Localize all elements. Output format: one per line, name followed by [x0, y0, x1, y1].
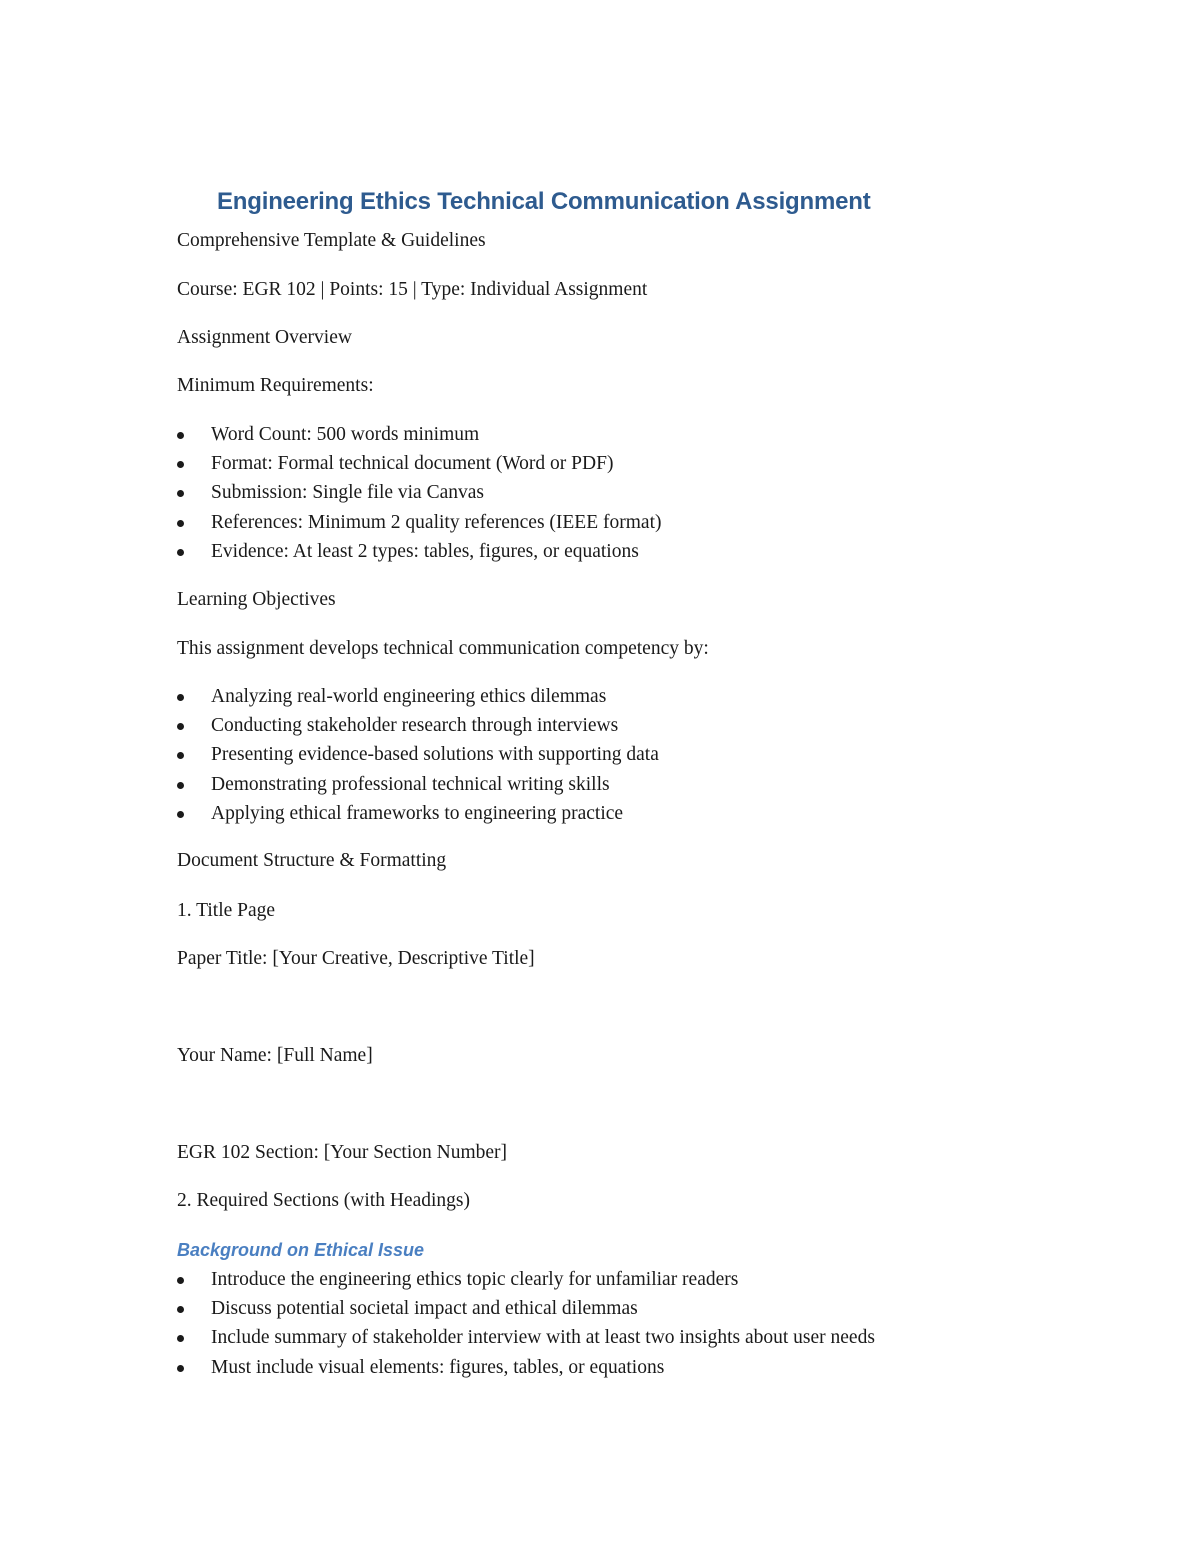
list-item: Include summary of stakeholder interview with at least two insights about user needs [177, 1326, 875, 1355]
list-item: Conducting stakeholder research through interviews [177, 714, 659, 743]
bullet-icon [177, 782, 184, 789]
objectives-list [177, 685, 659, 831]
section-line: EGR 102 Section: [Your Section Number] [177, 1142, 508, 1163]
min-requirements-list [177, 423, 661, 569]
list-item: Submission: Single file via Canvas [177, 481, 661, 510]
list-item: Must include visual elements: figures, tables, or equations [177, 1356, 875, 1385]
background-heading: Background on Ethical Issue [177, 1240, 425, 1260]
document-subtitle: Comprehensive Template & Guidelines [177, 230, 486, 251]
document-title: Engineering Ethics Technical Communication Assignment [217, 188, 871, 215]
list-item: Word Count: 500 words minimum [177, 423, 661, 452]
bullet-icon [177, 723, 184, 730]
bullet-icon [177, 490, 184, 497]
bullet-icon [177, 694, 184, 701]
bullet-icon [177, 752, 184, 759]
paper-title-line: Paper Title: [Your Creative, Descriptive Title] [177, 948, 535, 969]
list-item: Introduce the engineering ethics topic clearly for unfamiliar readers [177, 1268, 875, 1297]
structure-heading: Document Structure & Formatting [177, 850, 447, 871]
list-item: Format: Formal technical document (Word or PDF) [177, 452, 661, 481]
min-requirements-heading: Minimum Requirements: [177, 375, 374, 396]
name-line: Your Name: [Full Name] [177, 1045, 373, 1066]
bullet-icon [177, 432, 184, 439]
bullet-icon [177, 1335, 184, 1342]
required-sections-heading: 2. Required Sections (with Headings) [177, 1190, 470, 1211]
bullet-icon [177, 1277, 184, 1284]
bullet-icon [177, 549, 184, 556]
bullet-icon [177, 461, 184, 468]
objectives-intro: This assignment develops technical communication competency by: [177, 638, 709, 659]
title-page-heading: 1. Title Page [177, 900, 276, 921]
course-info-line: Course: EGR 102 | Points: 15 | Type: Individual Assignment [177, 279, 648, 300]
bullet-icon [177, 811, 184, 818]
objectives-heading: Learning Objectives [177, 589, 336, 610]
list-item: Discuss potential societal impact and ethical dilemmas [177, 1297, 875, 1326]
list-item: Analyzing real-world engineering ethics dilemmas [177, 685, 659, 714]
overview-heading: Assignment Overview [177, 327, 352, 348]
bullet-icon [177, 520, 184, 527]
list-item: Presenting evidence-based solutions with supporting data [177, 743, 659, 772]
background-list [177, 1268, 875, 1385]
bullet-icon [177, 1365, 184, 1372]
list-item: Demonstrating professional technical writing skills [177, 773, 659, 802]
list-item: Applying ethical frameworks to engineering practice [177, 802, 659, 831]
bullet-icon [177, 1306, 184, 1313]
list-item: Evidence: At least 2 types: tables, figures, or equations [177, 540, 661, 569]
list-item: References: Minimum 2 quality references (IEEE format) [177, 511, 661, 540]
